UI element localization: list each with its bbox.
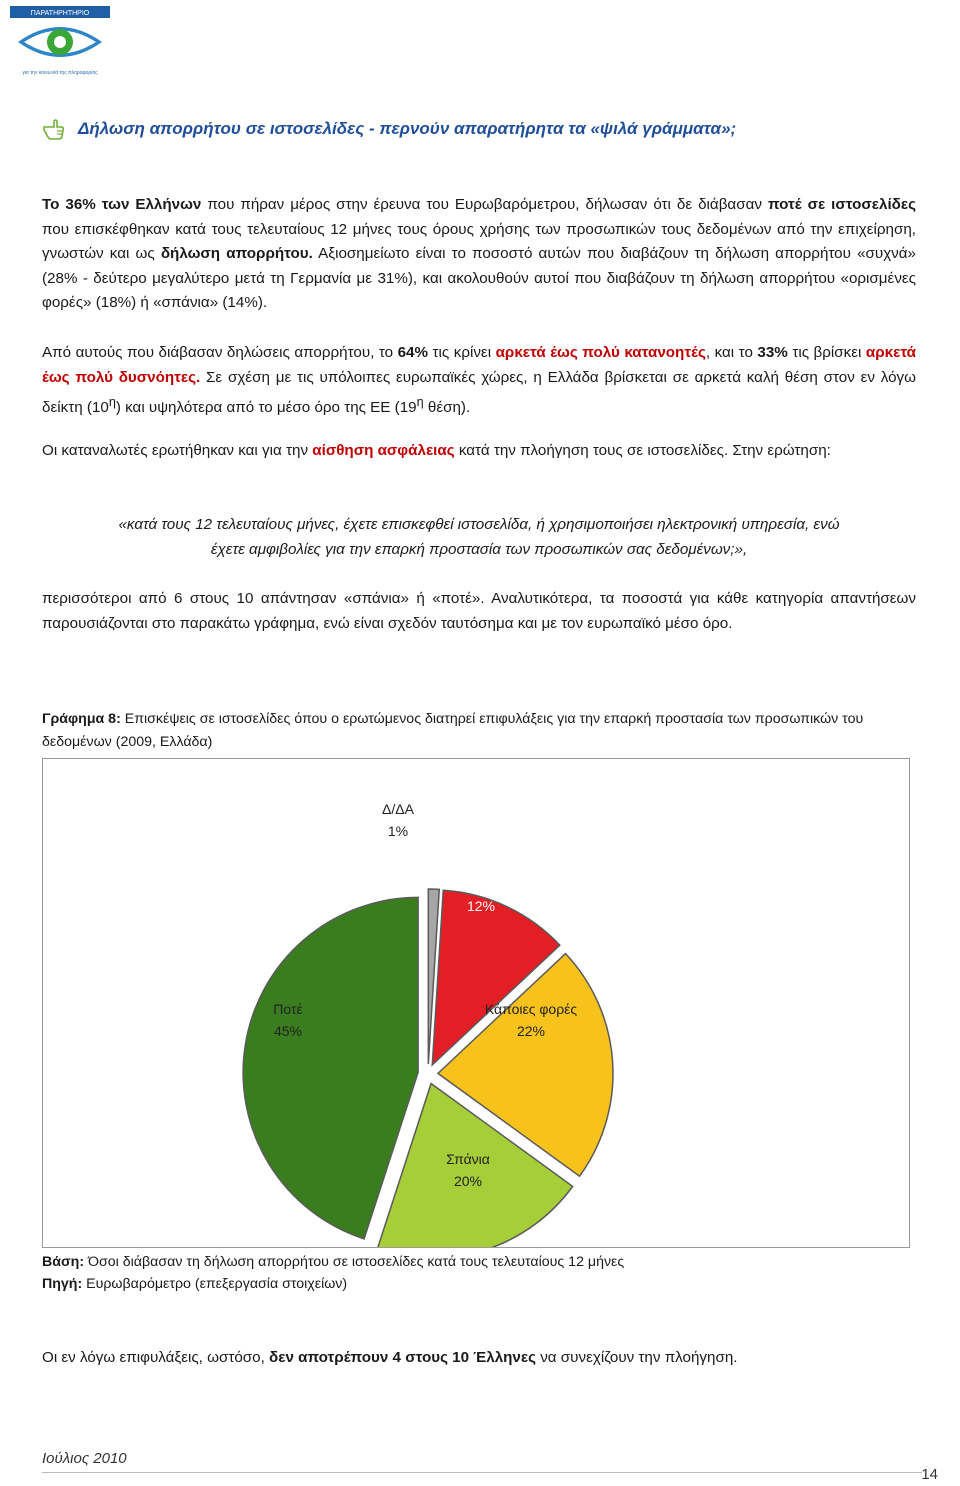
logo-text-top: ΠΑΡΑΤΗΡΗΤΗΡΙΟ <box>30 10 90 17</box>
superscript: η <box>108 395 116 409</box>
note-label: Βάση: <box>42 1254 85 1270</box>
pie-chart <box>43 759 909 1247</box>
chart-caption <box>42 708 922 754</box>
slice-value-label: 12% <box>466 898 496 914</box>
survey-question-quote <box>42 512 916 562</box>
footer-divider <box>42 1472 922 1473</box>
pie-slice <box>243 897 418 1238</box>
paragraph-comprehension <box>42 341 916 421</box>
paragraph-conclusion <box>42 1346 916 1371</box>
text: θέση). <box>423 399 471 417</box>
logo-text-bottom: για την κοινωνία της πληροφορίας <box>22 70 98 76</box>
text: , και το <box>705 344 758 361</box>
text: ) και υψηλότερα από το μέσο όρο της ΕΕ (19 <box>115 399 417 417</box>
slice-label: Συχνά <box>461 876 501 892</box>
chart-notes <box>42 1251 922 1295</box>
slice-label: Δ/ΔΑ <box>382 801 414 817</box>
text: Σε σχέση με τις υπόλοιπες ευρωπαϊκές χώρες, η Ελλάδα βρίσκεται σε αρκετά καλή θέση στον εν λόγω δείκτη (10 <box>42 368 916 417</box>
note-label: Πηγή: <box>42 1276 83 1292</box>
text: Οι καταναλωτές ερωτήθηκαν και για την <box>42 442 313 459</box>
source-note <box>42 1273 922 1295</box>
slice-label: Σπάνια <box>446 1151 490 1167</box>
text: Από αυτούς που διάβασαν δηλώσεις απορρήτου, το <box>42 344 398 361</box>
text-bold: 64% <box>397 344 429 361</box>
paragraph-privacy-reading <box>42 193 916 316</box>
text: τις κρίνει <box>428 344 496 361</box>
text: που επισκέφθηκαν κατά τους τελευταίους 12 μήνες τους όρους χρήσης των προσωπικών τους δεδομένων από την επιχείρηση, γνωστών και ως <box>42 220 916 262</box>
slice-value-label: 20% <box>453 1173 483 1189</box>
text: κατά την πλοήγηση τους σε ιστοσελίδες. Στην ερώτηση: <box>454 442 831 459</box>
caption-label: Γράφημα 8: <box>42 711 121 727</box>
text: τις βρίσκει <box>787 344 866 361</box>
slice-value-label: 22% <box>516 1023 546 1039</box>
text-bold: Το 36% των Ελλήνων <box>42 196 202 213</box>
caption-text: Επισκέψεις σε ιστοσελίδες όπου ο ερωτώμενος διατηρεί επιφυλάξεις για την επαρκή προστασία των προσωπικών του δεδομένων (2009, Ελλάδα) <box>42 711 864 750</box>
section-heading <box>42 118 922 140</box>
text: Οι εν λόγω επιφυλάξεις, ωστόσο, <box>42 1349 270 1366</box>
paragraph-results-summary <box>42 587 916 636</box>
page-number: 14 <box>921 1466 938 1483</box>
quote-line: «κατά τους 12 τελευταίους μήνες, έχετε επισκεφθεί ιστοσελίδα, ή χρησιμοποιήσει ηλεκτρονική υπηρεσία, ενώ <box>118 516 840 533</box>
note-text: Ευρωβαρόμετρο (επεξεργασία στοιχείων) <box>82 1276 348 1292</box>
slice-value-label: 1% <box>387 823 409 839</box>
text-highlight: αίσθηση ασφάλειας <box>312 442 455 459</box>
note-text: Όσοι διάβασαν τη δήλωση απορρήτου σε ιστοσελίδες κατά τους τελευταίους 12 μήνες <box>84 1254 625 1270</box>
hand-pointer-icon <box>42 118 66 140</box>
slice-label: Κάποιες φορές <box>484 1001 578 1017</box>
text-highlight: αρκετά έως πολύ κατανοητές <box>495 344 706 361</box>
paragraph-security-feeling <box>42 439 916 464</box>
pie-chart-box <box>42 758 910 1248</box>
quote-line: έχετε αμφιβολίες για την επαρκή προστασία των προσωπικών σας δεδομένων;», <box>210 541 748 558</box>
text-bold: ποτέ σε ιστοσελίδες <box>767 196 916 213</box>
text-bold: δήλωση απορρήτου. <box>160 245 313 262</box>
footer-date: Ιούλιος 2010 <box>42 1450 127 1467</box>
text-bold: δεν αποτρέπουν 4 στους 10 Έλληνες <box>269 1349 536 1366</box>
logo <box>10 6 110 82</box>
section-title: Δήλωση απορρήτου σε ιστοσελίδες - περνούν απαρατήρητα τα «ψιλά γράμματα»; <box>78 119 737 138</box>
text: που πήραν μέρος στην έρευνα του Ευρωβαρόμετρου, δήλωσαν ότι δε διάβασαν <box>201 196 768 213</box>
text: περισσότεροι από 6 στους 10 απάντησαν «σπάνια» ή «ποτέ». Αναλυτικότερα, τα ποσοστά για κάθε κατηγορία απαντήσεων παρουσιάζονται στο παρακάτω γράφημα, ενώ είναι σχεδόν ταυτόσημα και με τον ευρωπαϊκό μέσο όρο. <box>42 590 916 632</box>
text-highlight: αρκετά έως πολύ δυσνόητες. <box>42 344 917 386</box>
text-bold: 33% <box>757 344 788 361</box>
base-note <box>42 1251 922 1273</box>
superscript: η <box>416 395 424 409</box>
slice-value-label: 45% <box>273 1023 303 1039</box>
text: Αξιοσημείωτο είναι το ποσοστό αυτών που διαβάζουν τη δήλωση απορρήτου «συχνά» (28% - δεύτερο μεγαλύτερο μετά τη Γερμανία με 31%), και ακολουθούν αυτοί που διαβάζουν τη δήλωση απορρήτου «ορισμένες φορές» (18%) ή «σπάνια» (14%). <box>42 245 916 311</box>
text: να συνεχίζουν την πλοήγηση. <box>535 1349 738 1366</box>
slice-label: Ποτέ <box>273 1001 303 1017</box>
